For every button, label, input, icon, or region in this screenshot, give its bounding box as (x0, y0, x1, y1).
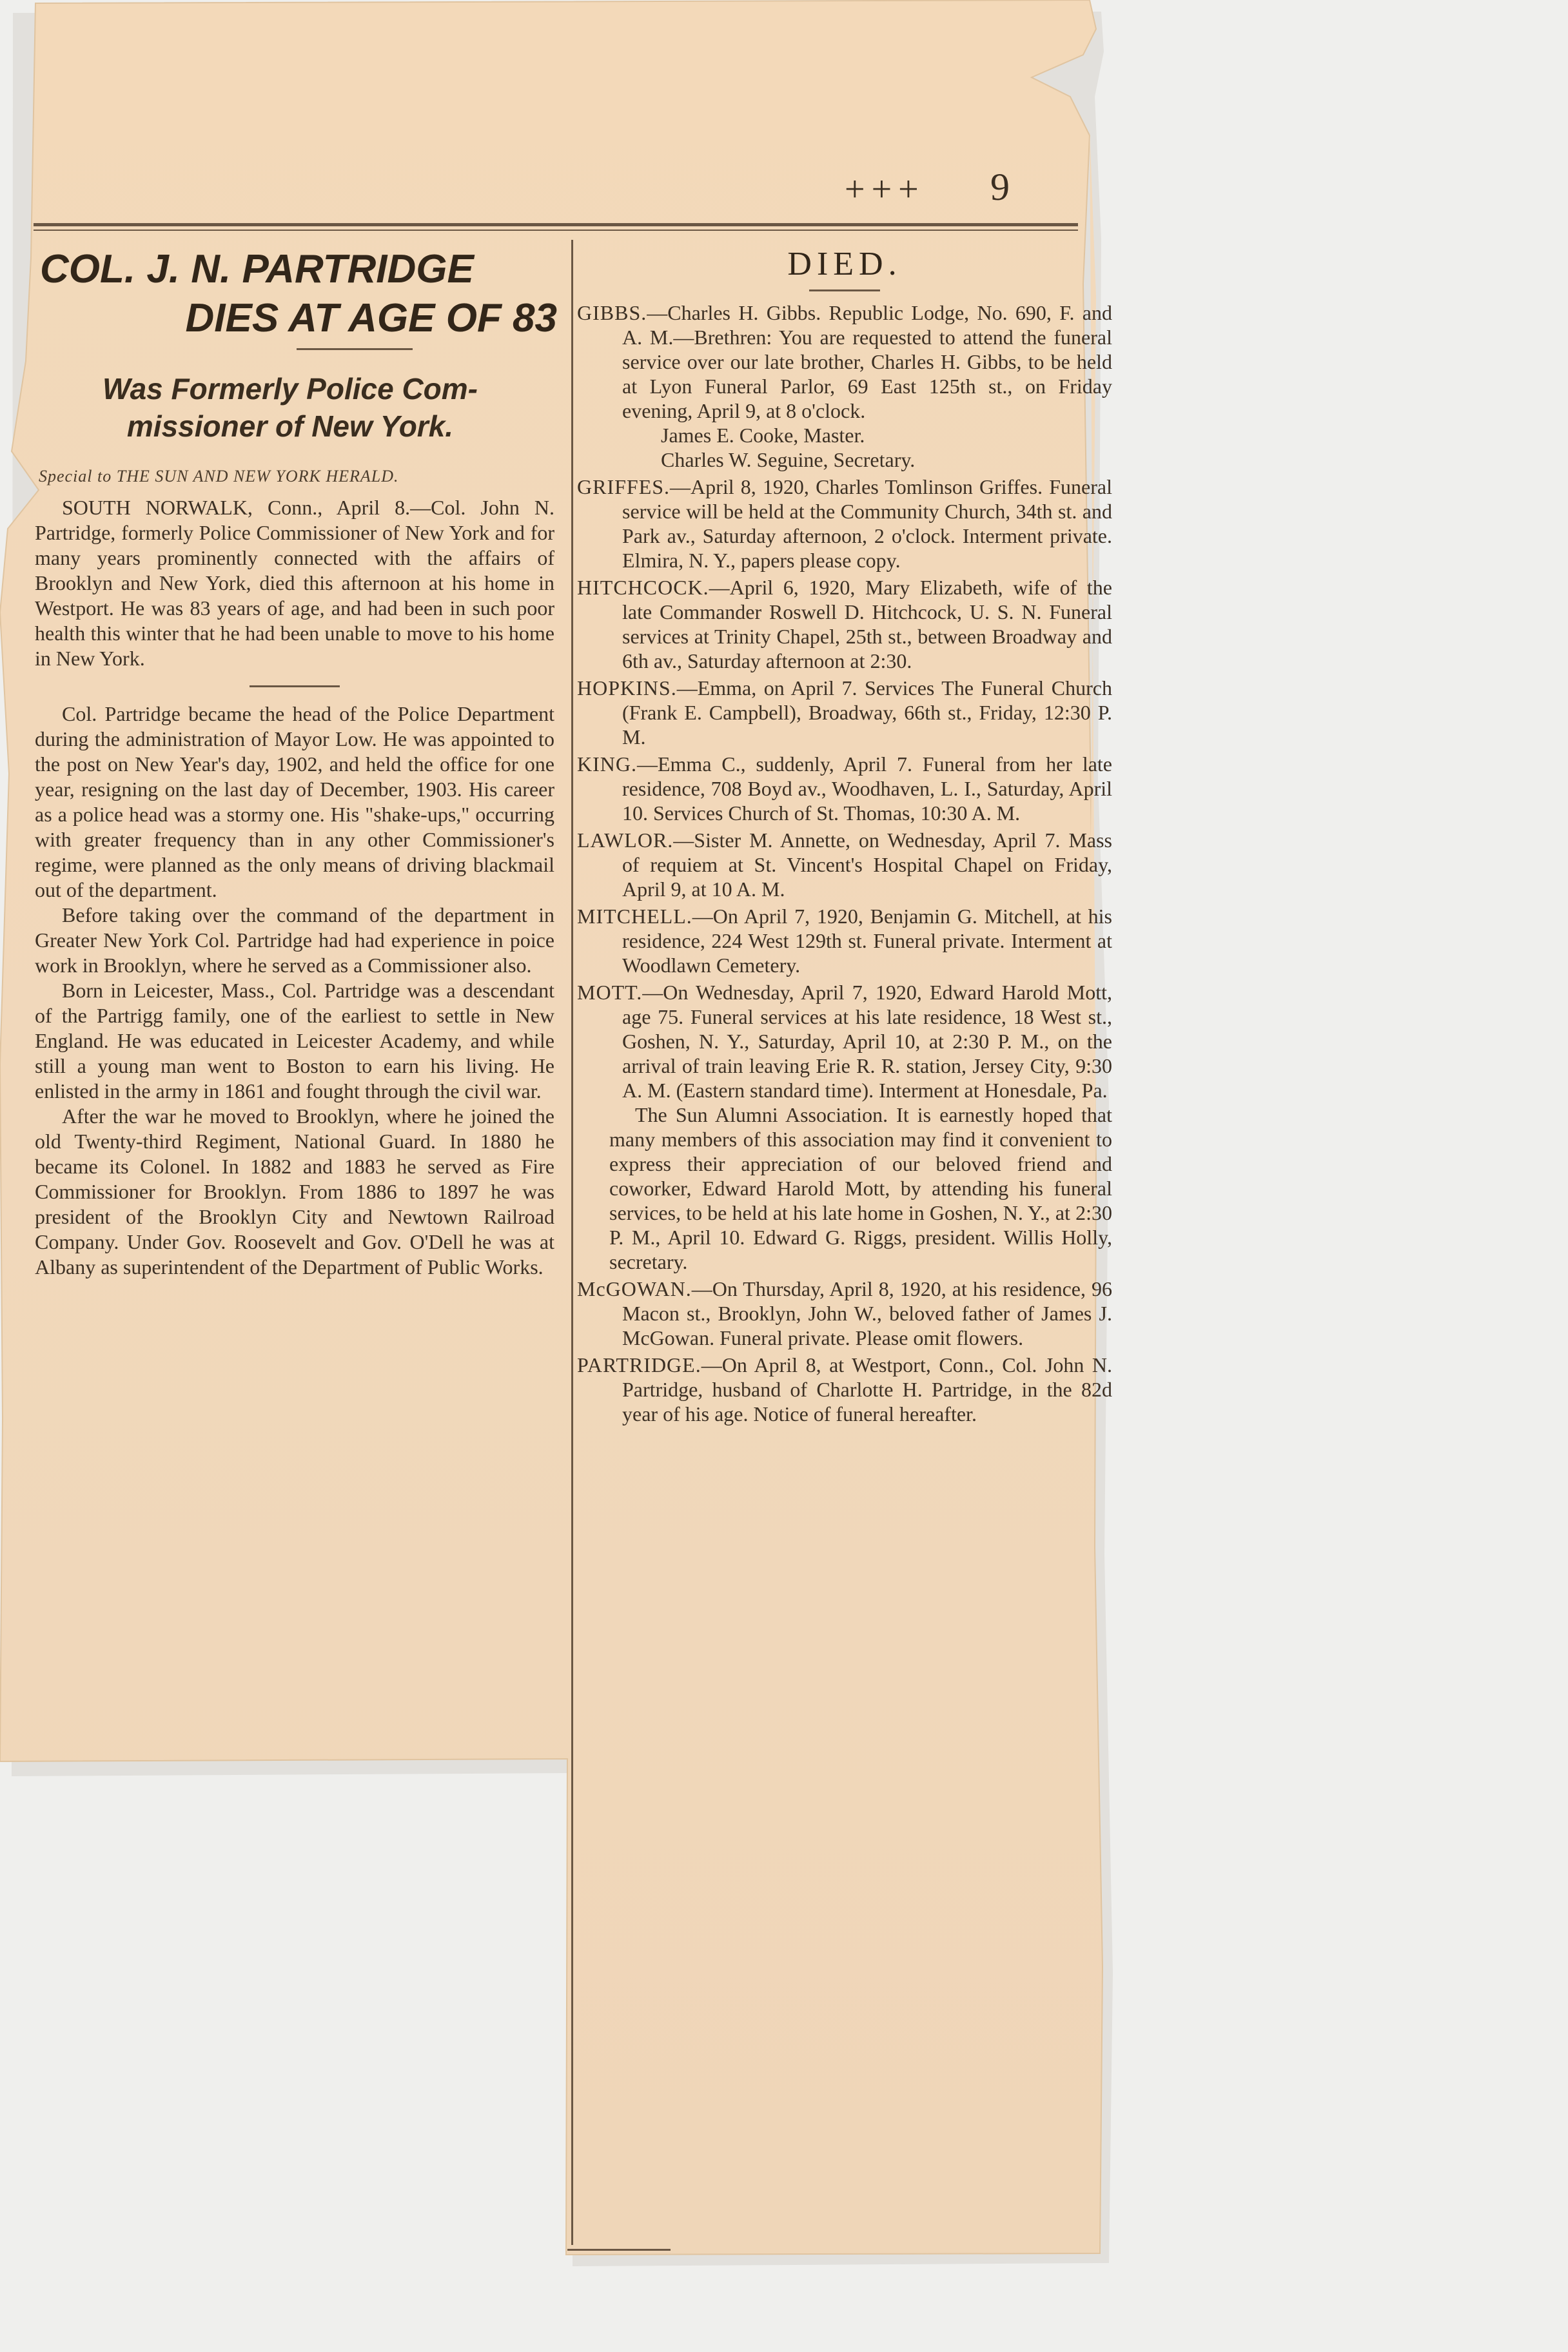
column-divider (571, 240, 573, 2245)
headline-line-1: COL. J. N. PARTRIDGE (40, 247, 474, 291)
notice-paragraph: The Sun Alumni Association. It is earnestly hoped that many members of this association may find it convenient to express their appreciation of our beloved friend and coworker, Edward Harold Mott, by attending his funeral services, to be held at his late home in Goshen, N. Y., at 2:30 P. M., April 10. Edward G. Riggs, president. Willis Holly, secretary. (609, 1103, 1112, 1273)
notice-name: LAWLOR. (577, 828, 674, 852)
subhead-line-2: missioner of New York. (126, 409, 454, 443)
notice-text: —On April 7, 1920, Benjamin G. Mitchell, at his residence, 224 West 129th st. Funeral private. Interment at Woodlawn Cemetery. (622, 905, 1112, 977)
article-paragraph: Born in Leicester, Mass., Col. Partridge was a descendant of the Partrigg family, one of the earliest to settle in New England. He was educated in Leicester Academy, and while still a young man went to Boston to earn his living. He enlisted in the army in 1861 and fought through the civil war. (35, 979, 554, 1102)
bottom-rule (567, 2249, 671, 2251)
death-notice (577, 1353, 1112, 1426)
notice-name: PARTRIDGE. (577, 1353, 701, 1377)
page-marker: +++ (845, 170, 925, 210)
death-notice (577, 752, 1112, 825)
notice-name: MITCHELL. (577, 905, 692, 928)
notice-name: MOTT. (577, 981, 643, 1004)
notice-text: —On April 8, at Westport, Conn., Col. John N. Partridge, husband of Charlotte H. Partridge, in the 82d year of his age. Notice of funeral hereafter. (622, 1353, 1112, 1426)
notice-name: GRIFFES. (577, 475, 671, 498)
death-notice (577, 300, 1112, 472)
notice-signature: James E. Cooke, Master. (661, 424, 865, 447)
notice-name: KING. (577, 752, 637, 776)
headline-line-2: DIES AT AGE OF 83 (185, 296, 557, 340)
notice-name: McGOWAN. (577, 1277, 692, 1300)
article-paragraph: Before taking over the command of the department in Greater New York Col. Partridge had had experience in poice work in Brooklyn, where he served as a Commissioner also. (35, 903, 554, 977)
notice-text: —Emma C., suddenly, April 7. Funeral from her late residence, 708 Boyd av., Woodhaven, L. I., Saturday, April 10. Services Church of St. Thomas, 10:30 A. M. (622, 752, 1112, 825)
notice-text: —Sister M. Annette, on Wednesday, April 7. Mass of requiem at St. Vincent's Hospital Chapel on Friday, April 9, at 10 A. M. (622, 828, 1112, 901)
subhead-line-1: Was Formerly Police Com- (103, 372, 478, 406)
death-notice (577, 904, 1112, 977)
byline: Special to THE SUN AND NEW YORK HERALD. (39, 467, 399, 485)
notice-text: —Emma, on April 7. Services The Funeral Church (Frank E. Campbell), Broadway, 66th st., Friday, 12:30 P. M. (622, 676, 1112, 749)
page-number: 9 (990, 166, 1010, 208)
death-notice (577, 1277, 1112, 1350)
notice-signature: Charles W. Seguine, Secretary. (661, 448, 916, 471)
paragraph-rule (250, 685, 340, 687)
notice-text: —April 6, 1920, Mary Elizabeth, wife of the late Commander Roswell D. Hitchcock, U. S. N. Funeral services at Trinity Chapel, 25th st., between Broadway and 6th av., Saturday afternoon at 2:30. (622, 576, 1112, 672)
death-notice (577, 980, 1112, 1274)
article-paragraph: Col. Partridge became the head of the Police Department during the administration of Mayor Low. He was appointed to the post on New Year's day, 1902, and held the office for one year, resigning on the last day of December, 1903. His career as a police head was a stormy one. His "shake-ups," occurring with greater frequency than in any other Commissioner's regime, were planned as the only means of driving blackmail out of the department. (35, 702, 554, 901)
article-paragraph: SOUTH NORWALK, Conn., April 8.—Col. John N. Partridge, formerly Police Commissioner of New York and for many years prominently connected with the affairs of Brooklyn and New York, died this afternoon at his home in Westport. He was 83 years of age, and had been in such poor health this winter that he had been unable to move to his home in New York. (35, 496, 554, 670)
notice-text: —On Wednesday, April 7, 1920, Edward Harold Mott, age 75. Funeral services at his late residence, 18 West st., Goshen, N. Y., Saturday, April 10, at 2:30 P. M., on the arrival of train leaving Erie R. R. station, Jersey City, 9:30 A. M. (Eastern standard time). Interment at Honesdale, Pa. (622, 981, 1112, 1102)
died-rule (809, 289, 880, 291)
died-column (577, 245, 1112, 1429)
notice-name: HOPKINS. (577, 676, 677, 700)
article-paragraph: After the war he moved to Brooklyn, where he joined the old Twenty-third Regiment, National Guard. In 1880 he became its Colonel. In 1882 and 1883 he served as Fire Commissioner for Brooklyn. From 1886 to 1897 he was president of the Brooklyn City and Newtown Railroad Company. Under Gov. Roosevelt and Gov. O'Dell he was at Albany as superintendent of the Department of Public Works. (35, 1104, 554, 1279)
top-rule-thin (34, 230, 1078, 231)
died-heading: DIED. (787, 246, 902, 282)
notice-text: —On Thursday, April 8, 1920, at his residence, 96 Macon st., Brooklyn, John W., beloved father of James J. McGowan. Funeral private. Please omit flowers. (622, 1277, 1112, 1349)
top-rule (34, 223, 1078, 226)
article-column (19, 245, 561, 1280)
death-notice (577, 575, 1112, 673)
notice-text: —April 8, 1920, Charles Tomlinson Griffes. Funeral service will be held at the Community Church, 34th st. and Park av., Saturday afternoon, 2 o'clock. Interment private. Elmira, N. Y., papers please copy. (622, 475, 1112, 572)
notice-name: HITCHCOCK. (577, 576, 709, 599)
notice-text: —Charles H. Gibbs. Republic Lodge, No. 690, F. and A. M.—Brethren: You are requested to attend the funeral service over our late brother, Charles H. Gibbs, to be held at Lyon Funeral Parlor, 69 East 125th st., on Friday evening, April 9, at 8 o'clock. (622, 301, 1112, 422)
death-notice (577, 676, 1112, 749)
death-notice (577, 828, 1112, 901)
death-notice (577, 475, 1112, 573)
article-body (35, 495, 554, 1280)
notice-name: GIBBS. (577, 301, 647, 324)
